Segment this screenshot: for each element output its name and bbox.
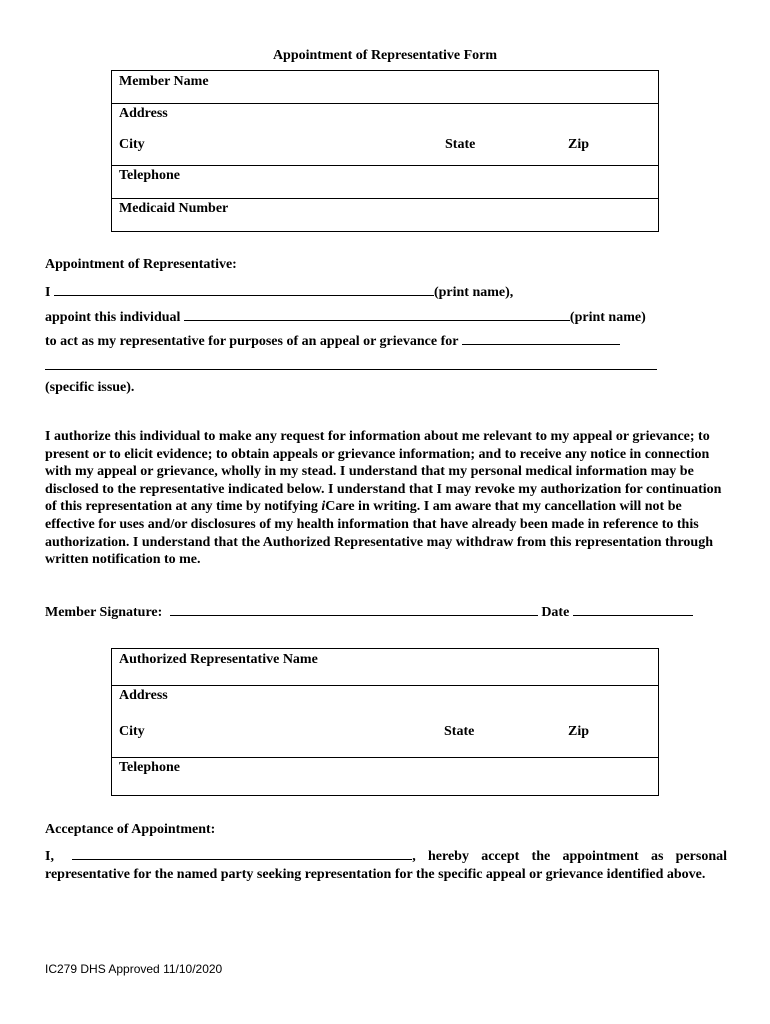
rep-city-label: City — [119, 724, 145, 739]
member-telephone-row — [112, 166, 658, 199]
signature-date-label: Date — [541, 605, 570, 620]
representative-telephone-row — [112, 758, 658, 795]
purpose-prefix: to act as my representative for purposes of an appeal or grievance for — [45, 334, 459, 349]
medicaid-number-label: Medicaid Number — [119, 201, 229, 216]
grievance-subject-field[interactable] — [462, 331, 620, 345]
specific-issue-label: (specific issue). — [45, 380, 135, 395]
medicaid-number-row — [112, 199, 658, 231]
authorization-text-part1: I authorize this individual to make any request for information about me relevant to my appeal or grievance; to present or to elicit evidence; to obtain appeals or grievance information; and to receive any notice in connection with my appeal or grievance, wholly in my stead. I understand that my personal medical information may be disclosed to the representative indicated below. I understand that I may revoke my authorization for continuation of this representation at any time by notifying — [45, 429, 722, 515]
member-name-row — [112, 71, 658, 104]
representative-address-row — [112, 686, 658, 758]
acceptance-heading: Acceptance of Appointment: — [45, 822, 216, 837]
appointee-line — [45, 307, 646, 326]
purpose-line — [45, 331, 620, 350]
representative-name-row — [112, 649, 658, 686]
acceptance-prefix: I, — [45, 849, 54, 864]
member-signature-field[interactable] — [170, 602, 538, 616]
acceptor-name-field[interactable] — [72, 846, 412, 860]
form-title: Appointment of Representative Form — [272, 48, 498, 63]
authorization-paragraph — [45, 428, 727, 569]
representative-info-box — [111, 648, 659, 796]
acceptance-text: , hereby accept the appointment as personal representative for the named party seeking representation for the specific appeal or grievance identified above. — [45, 849, 728, 882]
member-name-label: Member Name — [119, 74, 209, 89]
appointer-prefix: I — [45, 285, 51, 300]
member-signature-line — [45, 602, 693, 621]
authorization-text-part2: Care in writing. I am aware that my cancellation will not be effective for uses and/or disclosures of my health information that have already been made in reference to this authorization. I understand that the Authorized Representative may withdraw from this representation through written notification to me. — [45, 499, 713, 568]
appointment-heading: Appointment of Representative: — [45, 257, 237, 272]
rep-address-label: Address — [119, 688, 168, 703]
appointee-print-name-label: (print name) — [569, 310, 646, 325]
state-label: State — [445, 137, 476, 152]
grievance-subject-continuation-field[interactable] — [45, 369, 657, 370]
signature-date-field[interactable] — [573, 602, 693, 616]
city-label: City — [119, 137, 145, 152]
member-signature-label: Member Signature: — [45, 605, 163, 620]
acceptance-paragraph — [45, 846, 727, 883]
member-info-box — [111, 70, 659, 232]
zip-label: Zip — [568, 137, 590, 152]
icare-brand-i: i — [321, 499, 326, 515]
rep-state-label: State — [444, 724, 475, 739]
appointee-name-field[interactable] — [184, 307, 570, 321]
appointee-prefix: appoint this individual — [45, 310, 181, 325]
rep-zip-label: Zip — [568, 724, 590, 739]
member-address-row — [112, 104, 658, 166]
form-footer: IC279 DHS Approved 11/10/2020 — [45, 962, 223, 976]
appointer-name-field[interactable] — [54, 282, 434, 296]
rep-telephone-label: Telephone — [119, 760, 180, 775]
appointer-line — [45, 282, 513, 301]
telephone-label: Telephone — [119, 168, 180, 183]
address-label: Address — [119, 106, 168, 121]
representative-name-label: Authorized Representative Name — [119, 652, 318, 667]
appointer-print-name-label: (print name), — [433, 285, 514, 300]
